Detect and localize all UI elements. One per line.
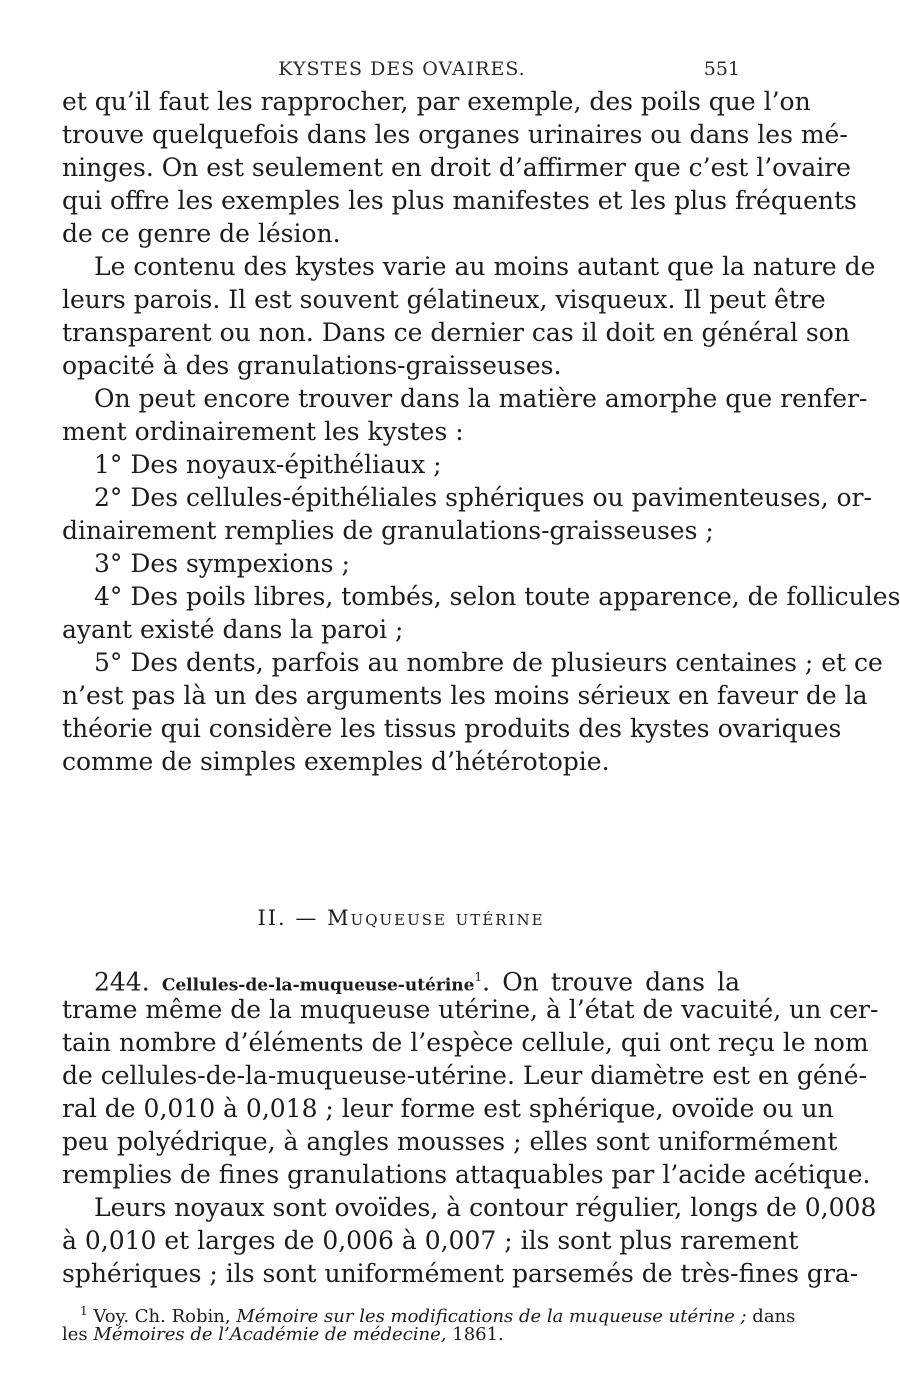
text-line: ment ordinairement les kystes :	[62, 417, 464, 446]
footnote-ref: 1	[474, 970, 483, 984]
text-line: Le contenu des kystes varie au moins autant que la nature de	[94, 252, 876, 281]
text-line: opacité à des granulations-graisseuses.	[62, 351, 562, 380]
section-number: II.	[257, 906, 287, 930]
footnote-marker: 1	[80, 1304, 88, 1318]
footnote-line2-title: Mémoires de l’Académie de médecine,	[93, 1324, 447, 1345]
section-title: Muqueuse utérine	[327, 906, 545, 930]
list-item: 4° Des poils libres, tombés, selon toute apparence, de follicules	[94, 582, 900, 611]
text-line: peu polyédrique, à angles mousses ; elles sont uniformément	[62, 1127, 838, 1156]
footnote-title: Mémoire sur les modifications de la muqueuse utérine ;	[236, 1306, 747, 1327]
list-item: 1° Des noyaux-épithéliaux ;	[94, 450, 442, 479]
list-item: dinairement remplies de granulations-graisseuses ;	[62, 516, 714, 545]
footnote-line2-suffix: 1861.	[452, 1324, 504, 1345]
text-line: tain nombre d’éléments de l’espèce cellule, qui ont reçu le nom	[62, 1028, 869, 1057]
text-line: de cellules-de-la-muqueuse-utérine. Leur diamètre est en géné-	[62, 1061, 867, 1090]
text-line: transparent ou non. Dans ce dernier cas il doit en général son	[62, 318, 850, 347]
text-line: ninges. On est seulement en droit d’affirmer que c’est l’ovaire	[62, 153, 851, 182]
list-item: 3° Des sympexions ;	[94, 549, 350, 578]
footnote-line2-prefix: les	[62, 1324, 88, 1345]
text-line: à 0,010 et larges de 0,006 à 0,007 ; ils sont plus rarement	[62, 1226, 799, 1255]
list-item: ayant existé dans la paroi ;	[62, 615, 404, 644]
text-line: On peut encore trouver dans la matière amorphe que renfer-	[94, 384, 868, 413]
list-item: n’est pas là un des arguments les moins sérieux en faveur de la	[62, 681, 868, 710]
text-line: sphériques ; ils sont uniformément parsemés de très-fines gra-	[62, 1259, 859, 1288]
text-line: qui offre les exemples les plus manifestes et les plus fréquents	[62, 186, 857, 215]
footnote-middle: dans	[752, 1306, 796, 1327]
text-line: Leurs noyaux sont ovoïdes, à contour régulier, longs de 0,008	[94, 1193, 877, 1222]
text-line: remplies de fines granulations attaquables par l’acide acétique.	[62, 1160, 871, 1189]
footnote-line-2	[62, 1324, 740, 1346]
list-item: 5° Des dents, parfois au nombre de plusieurs centaines ; et ce	[94, 648, 883, 677]
list-item: théorie qui considère les tissus produits des kystes ovariques	[62, 714, 842, 743]
footnote-prefix: Voy. Ch. Robin,	[93, 1306, 231, 1327]
article-first-line: 244. Cellules-de-la-muqueuse-utérine$^1$. On trouve dans la	[94, 967, 740, 997]
running-title: KYSTES DES OVAIRES.	[278, 58, 526, 80]
text-line: trouve quelquefois dans les organes urinaires ou dans les mé-	[62, 120, 848, 149]
running-header	[64, 58, 740, 84]
text-line: de ce genre de lésion.	[62, 219, 341, 248]
list-item: 2° Des cellules-épithéliales sphériques ou pavimenteuses, or-	[94, 483, 872, 512]
text-line: trame même de la muqueuse utérine, à l’état de vacuité, un cer-	[62, 995, 879, 1024]
text-line: leurs parois. Il est souvent gélatineux, visqueux. Il peut être	[62, 285, 826, 314]
text-line: ral de 0,010 à 0,018 ; leur forme est sphérique, ovoïde ou un	[62, 1094, 834, 1123]
article-first-line-text: On trouve dans la	[502, 967, 740, 997]
list-item: comme de simples exemples d’hétérotopie.	[62, 747, 610, 776]
article-number: 244.	[94, 967, 150, 997]
section-dash: —	[295, 906, 319, 930]
text-line: et qu’il faut les rapprocher, par exemple, des poils que l’on	[62, 87, 811, 116]
article-title: Cellules-de-la-muqueuse-utérine	[161, 975, 475, 996]
page-number: 551	[703, 58, 740, 80]
section-heading	[62, 906, 740, 930]
